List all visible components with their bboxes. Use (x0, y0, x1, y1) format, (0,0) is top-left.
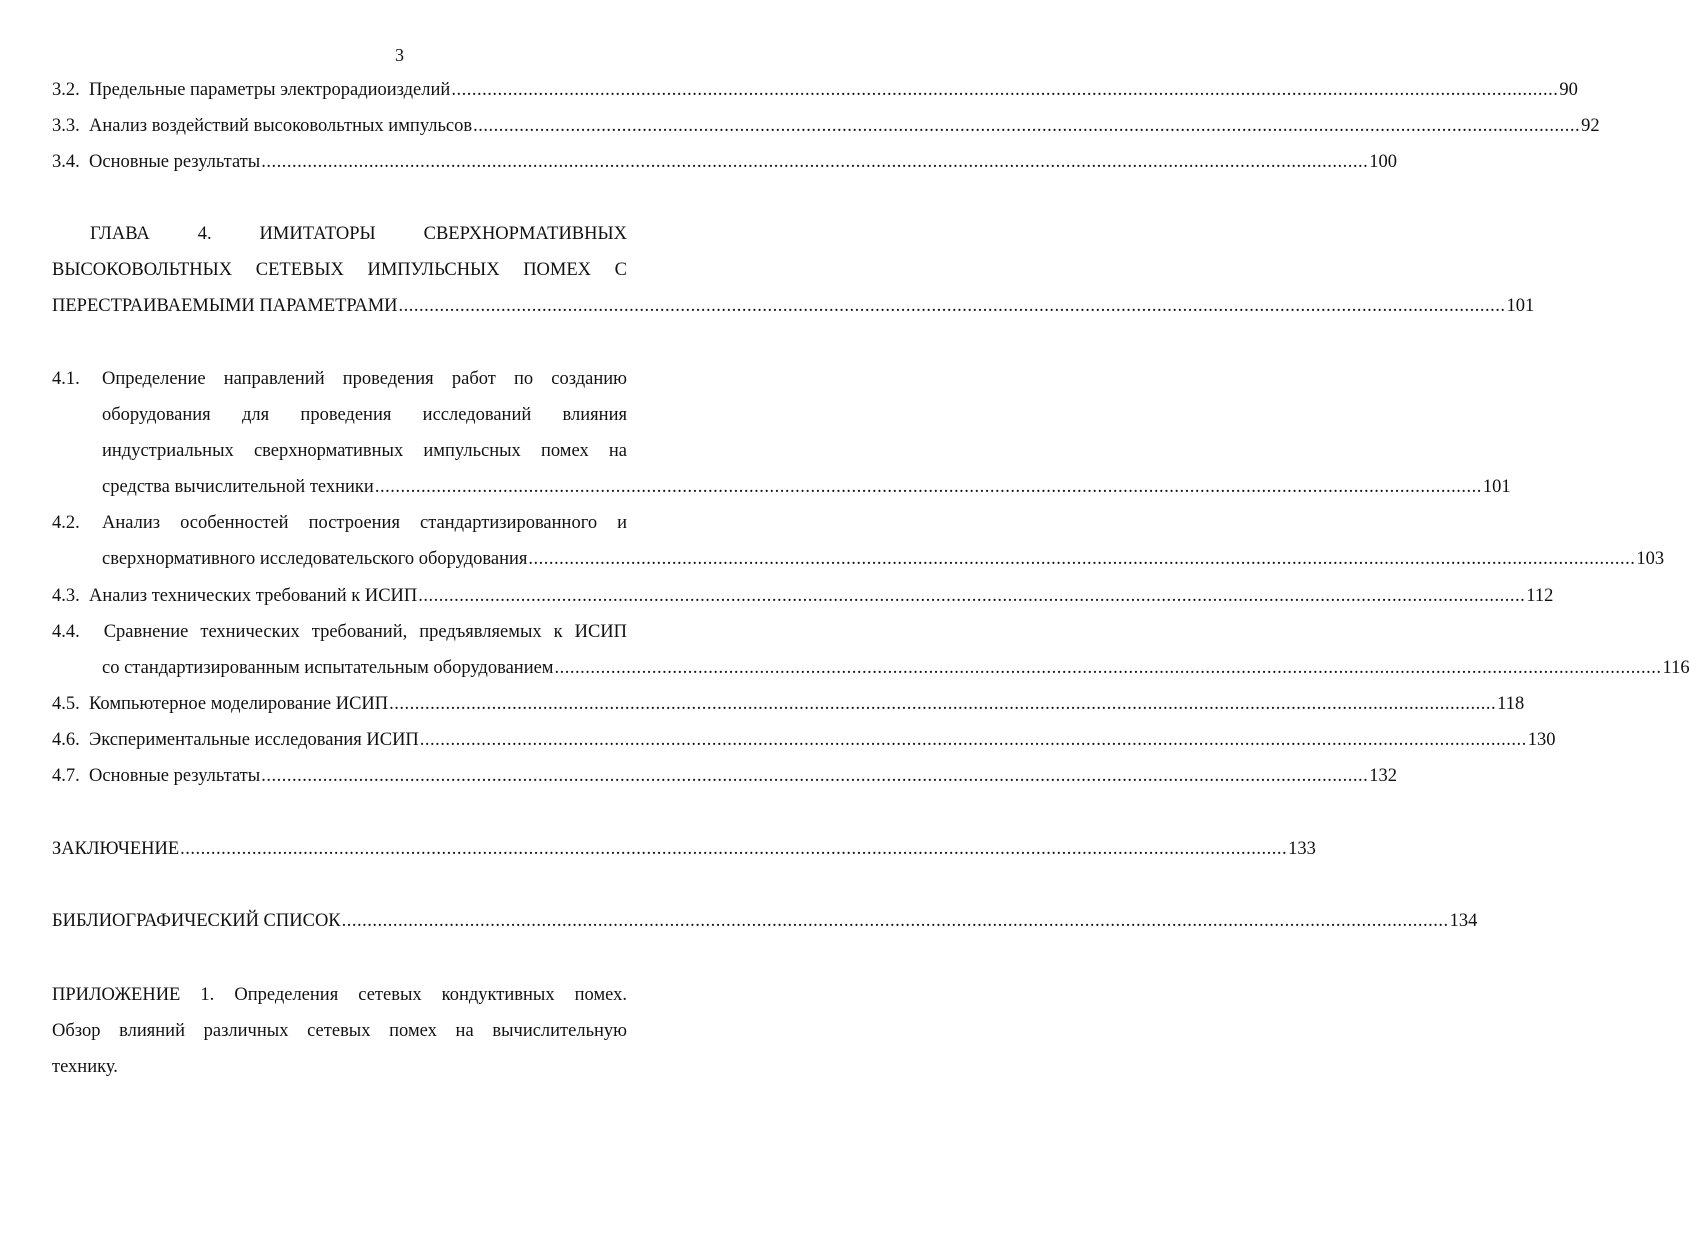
toc-entry-4-5[interactable] (52, 692, 1525, 716)
toc-dot-leader: ........................................................................................................................................................................................................................ (389, 694, 1497, 714)
chapter-4-title-line-3: ПЕРЕСТРАИВАЕМЫМИ ПАРАМЕТРАМИ ........................................................................................................................................................................................................................ 101 (52, 296, 1535, 316)
toc-entry-4-6[interactable] (52, 728, 1556, 752)
toc-entry-bibliography[interactable] (52, 909, 1478, 933)
toc-page-number: 103 (1636, 549, 1665, 569)
toc-entry-last-line: сверхнормативного исследовательского оборудования ........................................................................................................................................................................................................................ 103 (102, 549, 1665, 569)
toc-entry-line: индустриальных сверхнормативных импульсных помех на (102, 441, 627, 461)
toc-entry-title: 4.5. Компьютерное моделирование ИСИП (52, 694, 389, 714)
toc-page-number: 101 (1482, 477, 1511, 497)
toc-page-number: 118 (1497, 694, 1525, 714)
toc-dot-leader: ........................................................................................................................................................................................................................ (419, 730, 1527, 750)
toc-page-number: 100 (1369, 152, 1397, 172)
toc-page-number: 112 (1526, 586, 1554, 606)
page-number: 3 (395, 45, 404, 65)
toc-entry-title: 3.3. Анализ воздействий высоковольтных импульсов (52, 116, 473, 136)
toc-entry-line: Анализ особенностей построения стандартизированного и (102, 513, 627, 533)
toc-page-number: 130 (1527, 730, 1556, 750)
toc-entry-4-3[interactable] (52, 584, 1554, 608)
toc-entry-title: 4.3. Анализ технических требований к ИСИП (52, 586, 418, 606)
toc-page-number: 101 (1506, 296, 1535, 316)
toc-entry-title: ЗАКЛЮЧЕНИЕ (52, 839, 180, 859)
toc-page-number: 133 (1288, 839, 1316, 859)
toc-entry-last-line: со стандартизированным испытательным оборудованием ........................................................................................................................................................................................................................ 116 (102, 658, 1690, 678)
toc-section-number: 4.2. (52, 513, 80, 533)
toc-entry-title: 4.7. Основные результаты (52, 766, 261, 786)
appendix-1-line-3: технику. (52, 1057, 118, 1077)
toc-entry-last-line: средства вычислительной техники ........................................................................................................................................................................................................................ 101 (102, 477, 1511, 497)
toc-entry-3-4[interactable] (52, 150, 1397, 174)
chapter-4-title-line-1: ГЛАВА 4. ИМИТАТОРЫ СВЕРХНОРМАТИВНЫХ (90, 224, 627, 244)
toc-dot-leader: ........................................................................................................................................................................................................................ (554, 658, 1662, 678)
toc-entry-line: 4.4. Сравнение технических требований, предъявляемых к ИСИП (52, 622, 628, 642)
toc-dot-leader: ........................................................................................................................................................................................................................ (180, 839, 1288, 859)
toc-entry-3-3[interactable] (52, 114, 1600, 138)
toc-page-number: 132 (1369, 766, 1397, 786)
toc-section-number: 4.1. (52, 369, 80, 389)
toc-entry-title: 3.4. Основные результаты (52, 152, 261, 172)
toc-entry-title: БИБЛИОГРАФИЧЕСКИЙ СПИСОК (52, 911, 341, 931)
toc-page-number: 134 (1449, 911, 1478, 931)
toc-dot-leader: ........................................................................................................................................................................................................................ (398, 296, 1506, 316)
toc-dot-leader: ........................................................................................................................................................................................................................ (261, 766, 1369, 786)
appendix-1-line-2: Обзор влияний различных сетевых помех на вычислительную (52, 1021, 627, 1041)
toc-dot-leader: ........................................................................................................................................................................................................................ (341, 911, 1449, 931)
toc-dot-leader: ........................................................................................................................................................................................................................ (528, 549, 1636, 569)
toc-page-number: 116 (1662, 658, 1690, 678)
toc-dot-leader: ........................................................................................................................................................................................................................ (261, 152, 1369, 172)
toc-entry-conclusion[interactable] (52, 837, 1316, 861)
toc-dot-leader: ........................................................................................................................................................................................................................ (451, 80, 1559, 100)
toc-dot-leader: ........................................................................................................................................................................................................................ (473, 116, 1581, 136)
chapter-4-title-line-2: ВЫСОКОВОЛЬТНЫХ СЕТЕВЫХ ИМПУЛЬСНЫХ ПОМЕХ С (52, 260, 627, 280)
toc-dot-leader: ........................................................................................................................................................................................................................ (418, 586, 1526, 606)
toc-entry-title: 4.6. Экспериментальные исследования ИСИП (52, 730, 419, 750)
toc-dot-leader: ........................................................................................................................................................................................................................ (374, 477, 1482, 497)
toc-entry-line: Определение направлений проведения работ по созданию (102, 369, 627, 389)
toc-page-number: 90 (1559, 80, 1578, 100)
toc-page-number: 92 (1581, 116, 1600, 136)
toc-entry-line: оборудования для проведения исследований влияния (102, 405, 627, 425)
toc-entry-3-2[interactable] (52, 78, 1578, 102)
appendix-1-line-1: ПРИЛОЖЕНИЕ 1. Определения сетевых кондуктивных помех. (52, 985, 627, 1005)
toc-entry-4-7[interactable] (52, 764, 1397, 788)
toc-entry-title: 3.2. Предельные параметры электрорадиоизделий (52, 80, 451, 100)
